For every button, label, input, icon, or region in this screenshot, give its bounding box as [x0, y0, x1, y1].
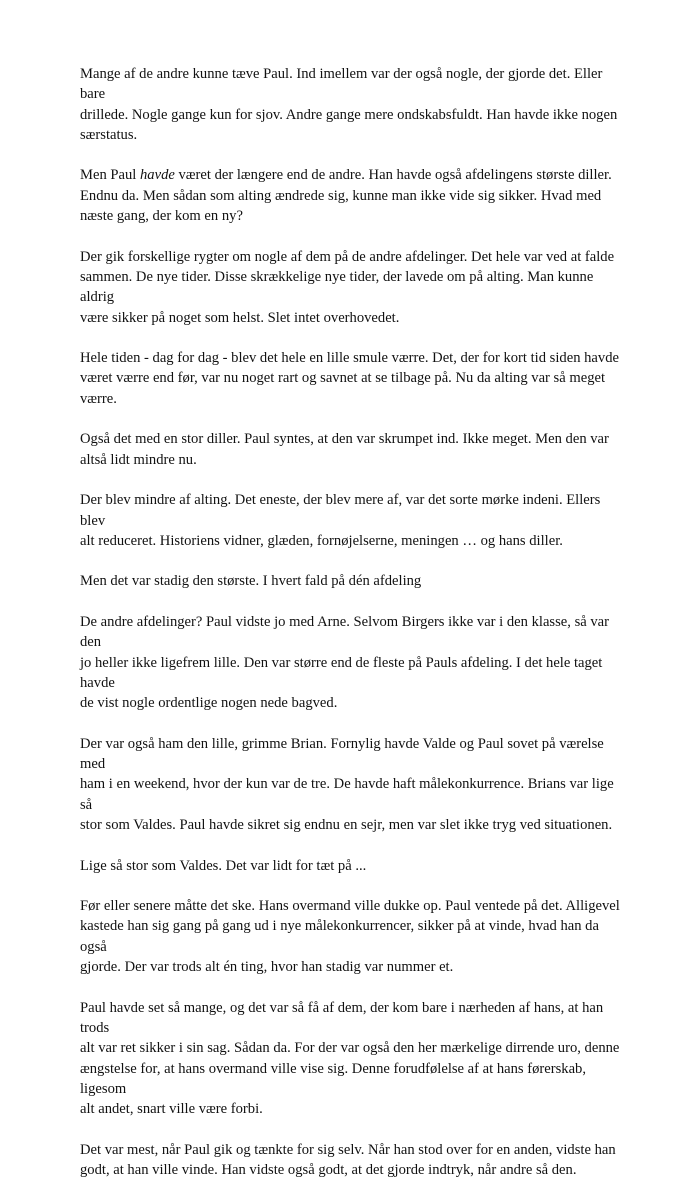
text-line: De andre afdelinger? Paul vidste jo med Arne. Selvom Birgers ikke var i den klasse, så var den — [80, 614, 610, 651]
text-line: Også det med en stor diller. Paul syntes, at den var skrumpet ind. Ikke meget. Men den var — [80, 431, 609, 448]
text-line: Der var også ham den lille, grimme Brian. Fornylig havde Valde og Paul sovet på værelse med — [80, 735, 604, 773]
paragraph — [80, 490, 625, 551]
text-line: Endnu da. Men sådan som alting ændrede sig, kunne man ikke vide sig sikker. Hvad med — [80, 187, 602, 204]
paragraph — [80, 571, 625, 591]
text-line: altså lidt mindre nu. — [80, 451, 197, 468]
text-line: værre. — [80, 390, 117, 407]
paragraph — [80, 998, 625, 1120]
text-line: ham i en weekend, hvor der kun var de tre. De havde haft målekonkurrence. Brians var lige så — [80, 776, 614, 813]
text-line: sammen. De nye tider. Disse skrækkelige nye tider, der lavede om på alting. Man kunne aldrig — [80, 268, 594, 306]
paragraph — [80, 856, 625, 876]
text-line: Men Paul havde været der længere end de andre. Han havde også afdelingens største diller. — [80, 167, 612, 184]
paragraph — [80, 64, 625, 145]
text-line: alt var ret sikker i sin sag. Sådan da. For der var også den her mærkelige dirrende uro, denne — [80, 1040, 620, 1057]
text-line: drillede. Nogle gange kun for sjov. Andre gange mere ondskabsfuldt. Han havde ikke nogen — [80, 106, 618, 123]
paragraph — [80, 348, 625, 409]
text-line: kastede han sig gang på gang ud i nye målekonkurrencer, sikker på at vinde, hvad han da også — [80, 918, 599, 955]
paragraph — [80, 429, 625, 470]
paragraph — [80, 247, 625, 328]
text-line: stor som Valdes. Paul havde sikret sig endnu en sejr, men var slet ikke tryg ved situationen. — [80, 816, 613, 833]
text-line: Der blev mindre af alting. Det eneste, der blev mere af, var det sorte mørke indeni. Ellers blev — [80, 492, 601, 529]
text-line: været værre end før, var nu noget rart og savnet at se tilbage på. Nu da alting var så meget — [80, 370, 606, 387]
text-line: godt, at han ville vinde. Han vidste også godt, at det gjorde indtryk, når andre så den. — [80, 1162, 577, 1179]
text-line: være sikker på noget som helst. Slet intet overhovedet. — [80, 309, 400, 326]
paragraph — [80, 165, 625, 226]
emphasis: havde — [140, 167, 175, 184]
text-line: Lige så stor som Valdes. Det var lidt for tæt på ... — [80, 857, 367, 874]
text-line: Paul havde set så mange, og det var så få af dem, der kom bare i nærheden af hans, at han trods — [80, 999, 604, 1036]
text-line: de vist nogle ordentlige nogen nede bagved. — [80, 695, 338, 712]
text-line: alt andet, snart ville være forbi. — [80, 1101, 263, 1118]
text-line: gjorde. Der var trods alt én ting, hvor han stadig var nummer et. — [80, 959, 454, 976]
text-line: næste gang, der kom en ny? — [80, 208, 243, 225]
paragraph — [80, 612, 625, 713]
text-line: Men det var stadig den største. I hvert fald på dén afdeling — [80, 573, 422, 590]
text-line: jo heller ikke ligefrem lille. Den var større end de fleste på Pauls afdeling. I det hele taget havde — [80, 654, 603, 691]
text-line: Mange af de andre kunne tæve Paul. Ind imellem var der også nogle, der gjorde det. Eller bare — [80, 66, 603, 103]
text-line: alt reduceret. Historiens vidner, glæden, fornøjelserne, meningen … og hans diller. — [80, 532, 563, 549]
text-line: ængstelse for, at hans overmand ville vise sig. Denne forudfølelse af at hans førerskab, ligesom — [80, 1060, 586, 1097]
text-line: Der gik forskellige rygter om nogle af dem på de andre afdelinger. Det hele var ved at falde — [80, 248, 615, 265]
paragraph — [80, 734, 625, 835]
paragraph — [80, 1140, 625, 1181]
paragraph — [80, 896, 625, 977]
text-line: Det var mest, når Paul gik og tænkte for sig selv. Når han stod over for en anden, vidste han — [80, 1141, 616, 1158]
document-body — [80, 64, 625, 1201]
text-line: særstatus. — [80, 126, 138, 143]
text-line: Hele tiden - dag for dag - blev det hele en lille smule værre. Det, der for kort tid siden havde — [80, 350, 619, 367]
text-line: Før eller senere måtte det ske. Hans overmand ville dukke op. Paul ventede på det. Alligevel — [80, 898, 620, 915]
